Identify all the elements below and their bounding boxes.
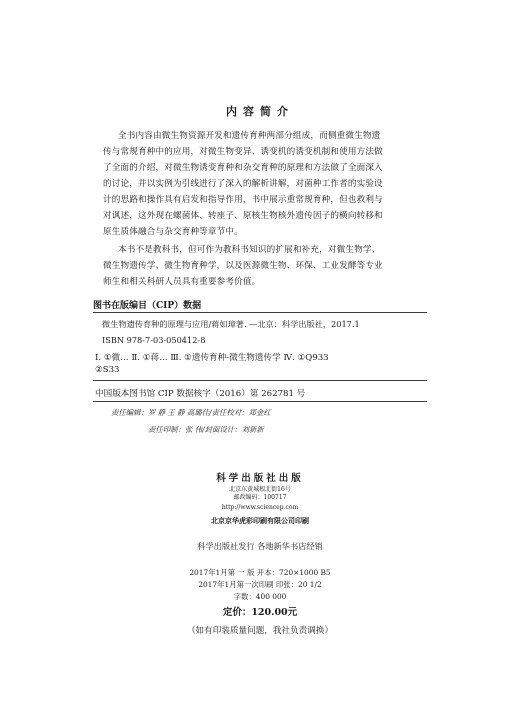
intro-line: 了全面的介绍，对微生物诱变育种和杂交育种的原理和方法做了全面深入 (103, 163, 383, 173)
cip-title-line: 微生物遗传育种的原理与应用/蒋如璋著. —北京：科学出版社，2017.1 (102, 319, 360, 329)
publisher-name: 科学出版社出版 (216, 473, 304, 484)
intro-line: 全书内容由微生物资源开发和遗传育种两部分组成，而侧重微生物遗 (118, 131, 381, 141)
cip-isbn: ISBN 978-7-03-050412-8 (102, 335, 206, 345)
cip-class: ②S33 (95, 365, 120, 375)
publisher-website: http://www.sciencep.com (221, 504, 299, 511)
cip-record: 中国版本图书馆 CIP 数据核字（2016）第 262781 号 (95, 389, 306, 399)
cip-bottom-rule (93, 401, 427, 402)
cip-top-rule (93, 312, 427, 313)
cip-subjects: Ⅰ. ①微… Ⅱ. ①蒋… Ⅲ. ①遗传育种-微生物遗传学 Ⅳ. ①Q933 (95, 353, 329, 363)
intro-line: 对讽述，这外现在螺菌体、转座子、原核生物核外遗传因子的横向转移和 (103, 211, 383, 221)
intro-line: 计的思路和操作具有启发和指导作用，书中展示重常规育种，但也救利与 (103, 195, 383, 205)
quality-notice: （如有印装质量问题，我社负责调换） (186, 626, 334, 636)
distribution: 科学出版社发行 各地新华书店经销 (197, 541, 323, 551)
intro-line: 师生和相关科研人员具有重要参考价值。 (103, 277, 261, 287)
printing-line: 2017年1月第一次印刷 印张：20 1/2 (198, 580, 322, 589)
printer-name: 北京京华虎彩印刷有限公司印刷 (211, 516, 309, 525)
word-count: 字数：400 000 (233, 592, 287, 601)
responsible-editors: 责任编辑：罗 静 王 静 高璐佳/责任校对：郑金红 (111, 408, 271, 417)
edition-line: 2017年1月第 一 版 开本：720×1000 B5 (189, 568, 331, 577)
intro-title: 内容简介 (226, 105, 294, 118)
intro-line: 传与常规育种中的应用，对微生物变异、诱变机的诱变机制和使用方法做 (103, 147, 383, 157)
intro-line: 微生物遗传学、微生物育种学，以及医源微生物、环保、工业发酵等专业 (103, 261, 383, 271)
publisher-postcode: 邮政编码：100717 (233, 494, 287, 501)
cip-heading: 图书在版编目（CIP）数据 (93, 301, 202, 311)
publisher-address: 北京东黄城根北街16号 (229, 486, 291, 493)
intro-line: 的讨论，并以实例为引线进行了深入的解析讲解，对菌种工作者的实验设 (103, 179, 383, 189)
intro-line: 原生质体融合与杂交育种等章节中。 (103, 227, 243, 237)
price: 定价：120.00元 (222, 607, 298, 618)
responsible-print: 责任印制：张 伟/封面设计：刘新新 (148, 425, 264, 434)
cip-middle-rule (93, 380, 427, 381)
intro-line: 本书不是教科书，但可作为教科书知识的扩展和补充，对微生物学、 (118, 245, 381, 255)
